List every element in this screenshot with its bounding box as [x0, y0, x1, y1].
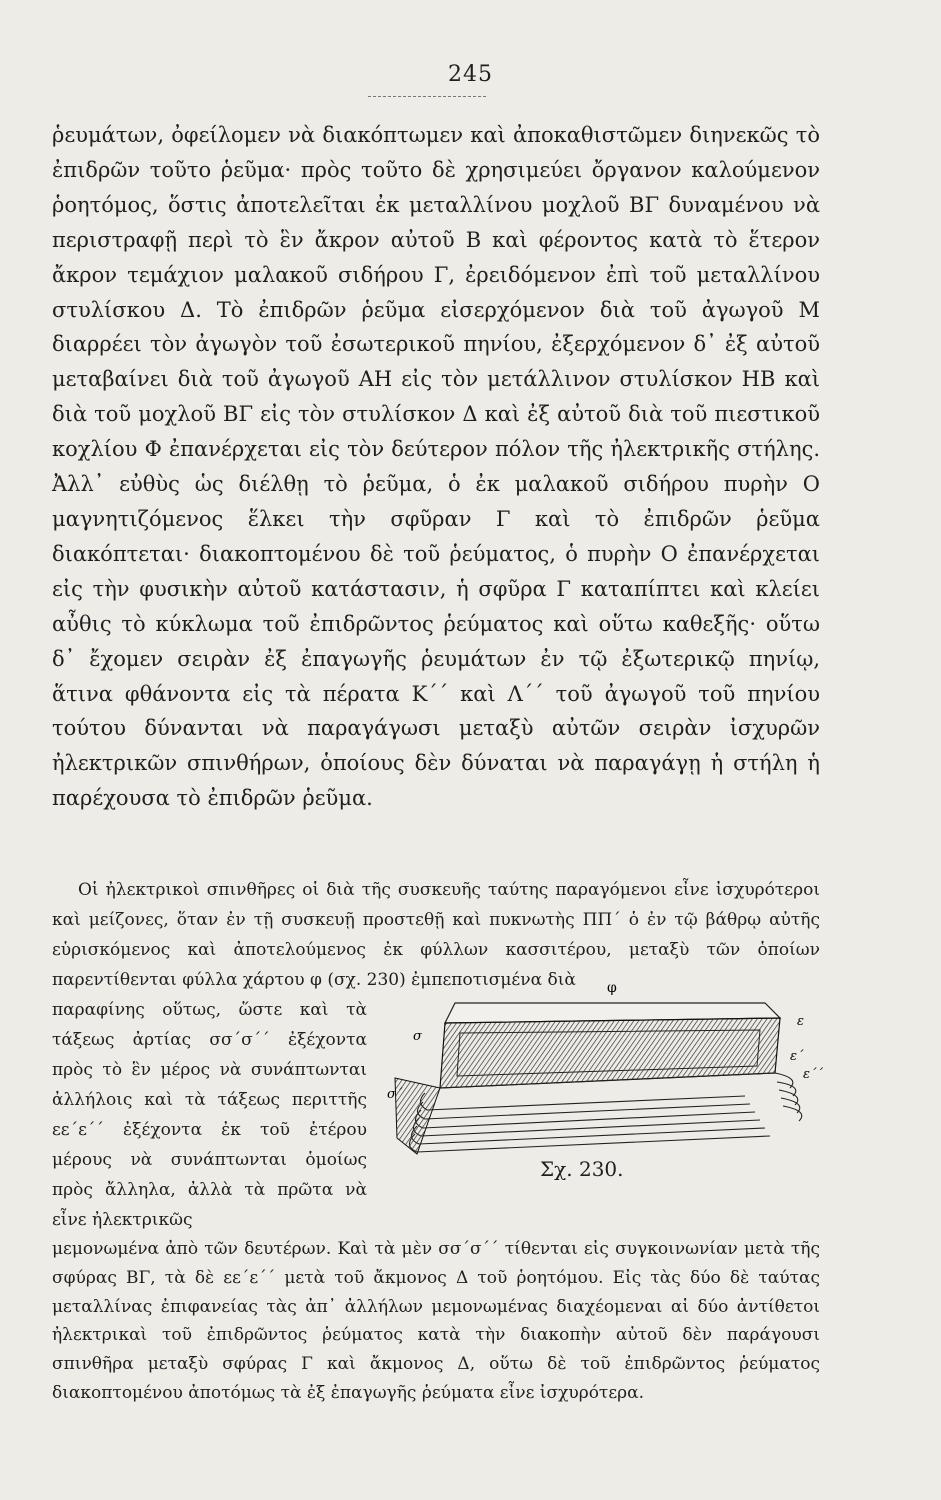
paragraph-condenser-tail-text: μεμονωμένα ἀπὸ τῶν δευτέρων. Καὶ τὰ μὲν σσ΄σ΄΄ τίθενται εἰς συγκοινωνίαν μετὰ τῆς σφύρας ΒΓ, τὰ δὲ εε΄ε΄΄ μετὰ τοῦ ἄκμονος Δ τοῦ ῥοητόμου. Εἰς τὰς δύο δὲ ταύτας μεταλλίνας ἐπιφανείας τὰς ἀπ᾽ ἀλλήλων μεμονωμένας διαχέομεναι αἱ δύο ἀντίθετοι ἠλεκτρικαὶ τοῦ ἐπιδρῶντος ῥεύματος κατὰ τὴν διακοπὴν αὐτοῦ δὲν παράγουσι σπινθῆρα μεταξὺ σφύρας Γ καὶ ἄκμονος Δ, οὕτω δὲ τοῦ ἐπιδρῶντος ῥεύματος διακοπτομένου ἀποτόμως τὰ ἐξ ἐπαγωγῆς ῥεύματα εἶνε ἰσχυρότερα. — [52, 1239, 820, 1403]
page-number: 245 — [448, 62, 493, 87]
paragraph-main-text: ῥευμάτων, ὀφείλομεν νὰ διακόπτωμεν καὶ ἀποκαθιστῶμεν διηνεκῶς τὸ ἐπιδρῶν τοῦτο ῥεῦμα· πρὸς τοῦτο δὲ χρησιμεύει ὄργανον καλούμενον ῥοητόμος, ὅστις ἀποτελεῖται ἐκ μεταλλίνου μοχλοῦ ΒΓ δυναμένου νὰ περιστραφῇ περὶ τὸ ἓν ἄκρον αὐτοῦ Β καὶ φέροντος κατὰ τὸ ἕτερον ἄκρον τεμάχιον μαλακοῦ σιδήρου Γ, ἐρειδόμενον ἐπὶ τοῦ μεταλλίνου στυλίσκου Δ. Τὸ ἐπιδρῶν ῥεῦμα εἰσερχόμενον διὰ τοῦ ἀγωγοῦ Μ διαρρέει τὸν ἀγωγὸν τοῦ ἐσωτερικοῦ πηνίου, ἐξερχόμενον δ᾽ ἐξ αὐτοῦ μεταβαίνει διὰ τοῦ ἀγωγοῦ ΑΗ εἰς τὸν μετάλλινον στυλίσκον ΗΒ καὶ διὰ τοῦ μοχλοῦ ΒΓ εἰς τὸν στυλίσκον Δ καὶ ἐξ αὐτοῦ διὰ τοῦ πιεστικοῦ κοχλίου Φ ἐπανέρχεται εἰς τὸν δεύτερον πόλον τῆς ἠλεκτρικῆς στήλης. Ἀλλ᾽ εὐθὺς ὡς διέλθῃ τὸ ῥεῦμα, ὁ ἐκ μαλακοῦ σιδήρου πυρὴν Ο μαγνητιζόμενος ἕλκει τὴν σφῦραν Γ καὶ τὸ ἐπιδρῶν ῥεῦμα διακόπτεται· διακοπτομένου δὲ τοῦ ῥεύματος, ὁ πυρὴν Ο ἐπανέρχεται εἰς τὴν φυσικὴν αὐτοῦ κατάστασιν, ἡ σφῦρα Γ καταπίπτει καὶ κλείει αὖθις τὸ κύκλωμα τοῦ ἐπιδρῶντος ῥεύματος καὶ οὕτω καθεξῆς· οὕτω δ᾽ ἔχομεν σειρὰν ἐξ ἐπαγωγῆς ῥευμάτων ἐν τῷ ἐξωτερικῷ πηνίῳ, ἅτινα φθάνοντα εἰς τὰ πέρατα Κ΄΄ καὶ Λ΄΄ τοῦ ἀγωγοῦ τοῦ πηνίου τούτου δύνανται νὰ παραγάγωσι μεταξὺ αὐτῶν σειρὰν ἰσχυρῶν ἠλεκτρικῶν σπινθήρων, ὁποίους δὲν δύναται νὰ παραγάγῃ ἡ στήλη ἡ παρέχουσα τὸ ἐπιδρῶν ῥεῦμα. — [52, 123, 820, 811]
figure-label-epsilon3: ε΄΄ — [803, 1067, 823, 1082]
figure-caption: Σχ. 230. — [540, 1157, 624, 1181]
paragraph-condenser-head-text: Οἱ ἠλεκτρικοὶ σπινθῆρες οἱ διὰ τῆς συσκευῆς ταύτης παραγόμενοι εἶνε ἰσχυρότεροι καὶ μείζονες, ὅταν ἐν τῇ συσκευῇ προστεθῇ καὶ πυκνωτὴς ΠΠ΄ ὁ ἐν τῷ βάθρῳ αὐτῆς εὑρισκόμενος καὶ ἀποτελούμενος ἐκ φύλλων κασσιτέρου, μεταξὺ τῶν ὁποίων παρεντίθενται φύλλα χάρτου φ (σχ. 230) ἐμπεποτισμένα διὰ — [52, 880, 820, 990]
figure-label-sigma2: σ΄ — [387, 1087, 403, 1102]
paragraph-main — [52, 118, 820, 816]
figure-label-epsilon2: ε΄ — [790, 1049, 804, 1064]
paragraph-condenser-column-text: παραφίνης οὕτως, ὥστε καὶ τὰ τάξεως ἀρτίας σσ΄σ΄΄ ἐξέχοντα πρὸς τὸ ἓν μέρος νὰ συνάπτωνται ἀλλήλοις καὶ τὰ τάξεως περιττῆς εε΄ε΄΄ ἐξέχοντα ἐκ τοῦ ἑτέρου μέρους νὰ συνάπτωνται ὁμοίως πρὸς ἄλληλα, ἀλλὰ τὰ πρῶτα νὰ εἶνε ἠλεκτρικῶς — [52, 1000, 367, 1230]
figure-230-condenser — [385, 978, 825, 1178]
figure-label-sigma: σ — [413, 1029, 422, 1044]
paragraph-condenser-tail — [52, 1218, 820, 1425]
figure-label-phi: φ — [607, 980, 617, 996]
header-rule — [368, 96, 486, 97]
figure-label-epsilon: ε — [797, 1014, 804, 1029]
paragraph-condenser-column — [52, 978, 367, 1252]
